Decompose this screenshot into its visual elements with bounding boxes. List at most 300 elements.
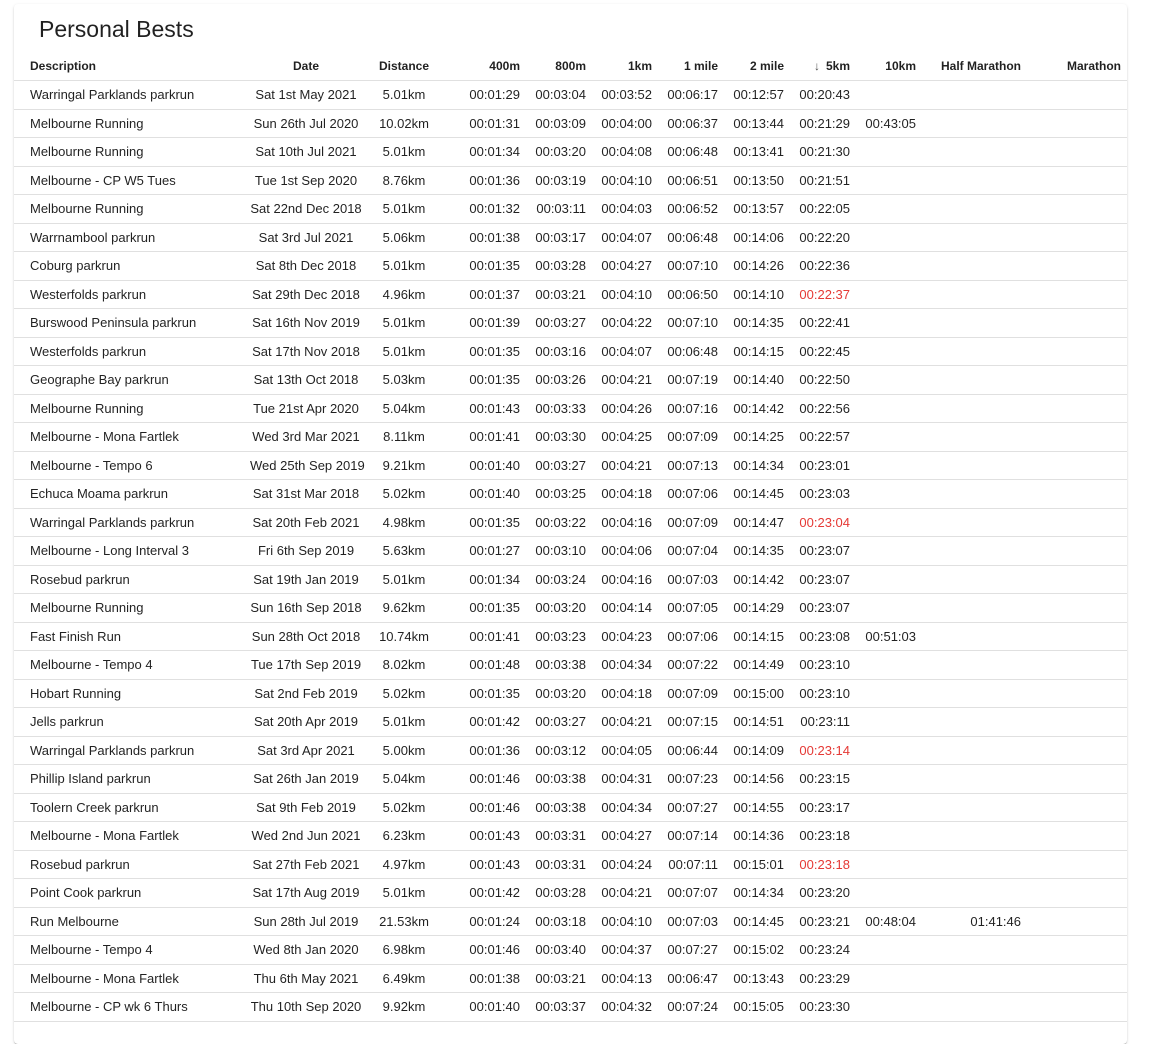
cell-400m: 00:01:42: [440, 708, 526, 737]
cell-date: Wed 2nd Jun 2021: [244, 822, 368, 851]
cell-description: Warringal Parklands parkrun: [14, 736, 244, 765]
cell-1-mile: 00:06:48: [658, 223, 724, 252]
cell-400m: 00:01:29: [440, 81, 526, 110]
cell-marathon: [1027, 109, 1127, 138]
cell-800m: 00:03:38: [526, 651, 592, 680]
cell-date: Sat 10th Jul 2021: [244, 138, 368, 167]
cell-800m: 00:03:04: [526, 81, 592, 110]
table-row[interactable]: [14, 166, 1127, 195]
cell-date: Sat 29th Dec 2018: [244, 280, 368, 309]
table-row[interactable]: [14, 423, 1127, 452]
cell-date: Sat 2nd Feb 2019: [244, 679, 368, 708]
cell-5km: 00:21:51: [790, 166, 856, 195]
cell-description: Rosebud parkrun: [14, 565, 244, 594]
table-row[interactable]: [14, 138, 1127, 167]
cell-400m: 00:01:35: [440, 366, 526, 395]
personal-bests-card: [14, 4, 1127, 1044]
cell-distance: 5.04km: [368, 394, 440, 423]
cell-5km: 00:23:10: [790, 679, 856, 708]
cell-half-marathon: [922, 166, 1027, 195]
table-row[interactable]: [14, 993, 1127, 1022]
cell-5km: 00:23:18: [790, 822, 856, 851]
cell-half-marathon: [922, 337, 1027, 366]
table-row[interactable]: [14, 651, 1127, 680]
cell-1-mile: 00:07:14: [658, 822, 724, 851]
cell-10km: [856, 936, 922, 965]
cell-400m: 00:01:39: [440, 309, 526, 338]
cell-800m: 00:03:27: [526, 309, 592, 338]
table-row[interactable]: [14, 936, 1127, 965]
cell-half-marathon: [922, 138, 1027, 167]
cell-marathon: [1027, 651, 1127, 680]
cell-1km: 00:04:16: [592, 565, 658, 594]
cell-2-mile: 00:14:25: [724, 423, 790, 452]
table-row[interactable]: [14, 366, 1127, 395]
cell-distance: 5.01km: [368, 337, 440, 366]
cell-half-marathon: [922, 252, 1027, 281]
cell-2-mile: 00:13:44: [724, 109, 790, 138]
cell-400m: 00:01:46: [440, 765, 526, 794]
cell-2-mile: 00:12:57: [724, 81, 790, 110]
cell-marathon: [1027, 451, 1127, 480]
cell-800m: 00:03:09: [526, 109, 592, 138]
cell-marathon: [1027, 993, 1127, 1022]
cell-description: Melbourne Running: [14, 138, 244, 167]
cell-description: Westerfolds parkrun: [14, 337, 244, 366]
cell-2-mile: 00:14:42: [724, 394, 790, 423]
cell-1km: 00:04:07: [592, 337, 658, 366]
cell-date: Sat 20th Apr 2019: [244, 708, 368, 737]
cell-date: Sun 28th Jul 2019: [244, 907, 368, 936]
cell-half-marathon: [922, 651, 1027, 680]
cell-1-mile: 00:06:17: [658, 81, 724, 110]
cell-distance: 4.98km: [368, 508, 440, 537]
cell-half-marathon: [922, 537, 1027, 566]
cell-5km: 00:23:21: [790, 907, 856, 936]
cell-400m: 00:01:35: [440, 594, 526, 623]
cell-date: Wed 25th Sep 2019: [244, 451, 368, 480]
cell-800m: 00:03:20: [526, 138, 592, 167]
cell-marathon: [1027, 252, 1127, 281]
cell-date: Thu 10th Sep 2020: [244, 993, 368, 1022]
cell-5km: 00:22:36: [790, 252, 856, 281]
cell-2-mile: 00:13:57: [724, 195, 790, 224]
cell-marathon: [1027, 936, 1127, 965]
table-row[interactable]: [14, 508, 1127, 537]
cell-800m: 00:03:11: [526, 195, 592, 224]
cell-10km: [856, 451, 922, 480]
cell-description: Melbourne Running: [14, 109, 244, 138]
cell-1km: 00:04:14: [592, 594, 658, 623]
cell-400m: 00:01:42: [440, 879, 526, 908]
cell-5km: 00:23:14: [790, 736, 856, 765]
cell-5km: 00:23:07: [790, 565, 856, 594]
cell-description: Melbourne - Tempo 6: [14, 451, 244, 480]
cell-description: Melbourne - Tempo 4: [14, 651, 244, 680]
table-row[interactable]: [14, 594, 1127, 623]
cell-800m: 00:03:17: [526, 223, 592, 252]
cell-marathon: [1027, 138, 1127, 167]
table-row[interactable]: [14, 337, 1127, 366]
cell-marathon: [1027, 366, 1127, 395]
cell-half-marathon: [922, 109, 1027, 138]
cell-1km: 00:04:00: [592, 109, 658, 138]
cell-1-mile: 00:07:06: [658, 480, 724, 509]
cell-distance: 8.02km: [368, 651, 440, 680]
table-row[interactable]: [14, 907, 1127, 936]
cell-5km: 00:23:10: [790, 651, 856, 680]
cell-2-mile: 00:14:42: [724, 565, 790, 594]
cell-2-mile: 00:14:34: [724, 879, 790, 908]
cell-half-marathon: [922, 879, 1027, 908]
cell-10km: [856, 309, 922, 338]
cell-date: Wed 8th Jan 2020: [244, 936, 368, 965]
cell-800m: 00:03:37: [526, 993, 592, 1022]
cell-800m: 00:03:23: [526, 622, 592, 651]
table-row[interactable]: [14, 223, 1127, 252]
cell-distance: 9.92km: [368, 993, 440, 1022]
cell-date: Sat 27th Feb 2021: [244, 850, 368, 879]
cell-marathon: [1027, 195, 1127, 224]
cell-date: Sun 28th Oct 2018: [244, 622, 368, 651]
cell-date: Fri 6th Sep 2019: [244, 537, 368, 566]
arrow-down-icon: ↓: [813, 59, 820, 73]
cell-400m: 00:01:40: [440, 993, 526, 1022]
card-title: Personal Bests: [39, 16, 194, 42]
cell-10km: [856, 594, 922, 623]
cell-10km: [856, 993, 922, 1022]
table-row[interactable]: [14, 252, 1127, 281]
cell-400m: 00:01:37: [440, 280, 526, 309]
cell-date: Sat 17th Nov 2018: [244, 337, 368, 366]
column-header-half-marathon[interactable]: Half Marathon: [922, 52, 1027, 81]
cell-half-marathon: [922, 195, 1027, 224]
cell-description: Melbourne - CP W5 Tues: [14, 166, 244, 195]
cell-400m: 00:01:38: [440, 964, 526, 993]
cell-10km: [856, 394, 922, 423]
cell-10km: [856, 964, 922, 993]
cell-1-mile: 00:07:16: [658, 394, 724, 423]
cell-2-mile: 00:14:45: [724, 480, 790, 509]
cell-date: Sat 31st Mar 2018: [244, 480, 368, 509]
table-row[interactable]: [14, 394, 1127, 423]
cell-800m: 00:03:21: [526, 964, 592, 993]
cell-1km: 00:04:18: [592, 480, 658, 509]
cell-1-mile: 00:07:22: [658, 651, 724, 680]
table-row[interactable]: [14, 309, 1127, 338]
cell-description: Run Melbourne: [14, 907, 244, 936]
cell-800m: 00:03:33: [526, 394, 592, 423]
cell-date: Sat 22nd Dec 2018: [244, 195, 368, 224]
cell-2-mile: 00:14:55: [724, 793, 790, 822]
cell-5km: 00:23:01: [790, 451, 856, 480]
cell-1km: 00:04:10: [592, 907, 658, 936]
cell-10km: [856, 879, 922, 908]
cell-marathon: [1027, 394, 1127, 423]
column-header-date[interactable]: Date: [244, 52, 368, 81]
cell-2-mile: 00:14:34: [724, 451, 790, 480]
cell-1-mile: 00:07:23: [658, 765, 724, 794]
cell-distance: 5.02km: [368, 793, 440, 822]
cell-10km: 00:48:04: [856, 907, 922, 936]
cell-1km: 00:04:10: [592, 280, 658, 309]
cell-1km: 00:04:37: [592, 936, 658, 965]
table-row[interactable]: [14, 879, 1127, 908]
cell-1-mile: 00:07:06: [658, 622, 724, 651]
cell-2-mile: 00:14:29: [724, 594, 790, 623]
cell-marathon: [1027, 166, 1127, 195]
cell-1km: 00:04:21: [592, 366, 658, 395]
cell-distance: 8.76km: [368, 166, 440, 195]
cell-800m: 00:03:38: [526, 765, 592, 794]
table-row[interactable]: [14, 451, 1127, 480]
cell-2-mile: 00:13:43: [724, 964, 790, 993]
cell-10km: [856, 850, 922, 879]
cell-5km: 00:22:57: [790, 423, 856, 452]
cell-800m: 00:03:28: [526, 879, 592, 908]
cell-1km: 00:04:05: [592, 736, 658, 765]
column-header-distance[interactable]: Distance: [368, 52, 440, 81]
cell-date: Sat 26th Jan 2019: [244, 765, 368, 794]
cell-5km: 00:23:29: [790, 964, 856, 993]
column-header-400m[interactable]: 400m: [440, 52, 526, 81]
cell-date: Sat 17th Aug 2019: [244, 879, 368, 908]
cell-2-mile: 00:15:02: [724, 936, 790, 965]
table-row[interactable]: [14, 736, 1127, 765]
cell-distance: 9.21km: [368, 451, 440, 480]
cell-date: Sat 8th Dec 2018: [244, 252, 368, 281]
cell-distance: 5.01km: [368, 565, 440, 594]
cell-marathon: [1027, 708, 1127, 737]
cell-10km: [856, 651, 922, 680]
cell-description: Warringal Parklands parkrun: [14, 81, 244, 110]
cell-1km: 00:04:21: [592, 451, 658, 480]
cell-1km: 00:04:24: [592, 850, 658, 879]
table-row[interactable]: [14, 280, 1127, 309]
cell-distance: 21.53km: [368, 907, 440, 936]
cell-1-mile: 00:06:50: [658, 280, 724, 309]
cell-2-mile: 00:14:15: [724, 337, 790, 366]
cell-distance: 5.04km: [368, 765, 440, 794]
cell-2-mile: 00:13:50: [724, 166, 790, 195]
table-row[interactable]: [14, 537, 1127, 566]
table-row[interactable]: [14, 565, 1127, 594]
cell-half-marathon: [922, 480, 1027, 509]
cell-400m: 00:01:24: [440, 907, 526, 936]
cell-description: Melbourne - CP wk 6 Thurs: [14, 993, 244, 1022]
cell-1-mile: 00:06:47: [658, 964, 724, 993]
cell-description: Warrnambool parkrun: [14, 223, 244, 252]
cell-distance: 5.01km: [368, 708, 440, 737]
table-row[interactable]: [14, 195, 1127, 224]
column-header-10km[interactable]: 10km: [856, 52, 922, 81]
cell-half-marathon: [922, 765, 1027, 794]
cell-2-mile: 00:14:51: [724, 708, 790, 737]
cell-10km: [856, 337, 922, 366]
cell-marathon: [1027, 765, 1127, 794]
cell-5km: 00:23:24: [790, 936, 856, 965]
cell-date: Wed 3rd Mar 2021: [244, 423, 368, 452]
cell-half-marathon: [922, 565, 1027, 594]
cell-half-marathon: [922, 679, 1027, 708]
cell-400m: 00:01:31: [440, 109, 526, 138]
cell-half-marathon: [922, 394, 1027, 423]
cell-distance: 5.01km: [368, 252, 440, 281]
cell-800m: 00:03:27: [526, 451, 592, 480]
cell-1km: 00:04:13: [592, 964, 658, 993]
cell-400m: 00:01:35: [440, 679, 526, 708]
cell-400m: 00:01:27: [440, 537, 526, 566]
table-row[interactable]: [14, 81, 1127, 110]
cell-distance: 4.96km: [368, 280, 440, 309]
cell-distance: 5.03km: [368, 366, 440, 395]
cell-distance: 9.62km: [368, 594, 440, 623]
cell-5km: 00:23:20: [790, 879, 856, 908]
cell-description: Hobart Running: [14, 679, 244, 708]
cell-distance: 5.06km: [368, 223, 440, 252]
cell-800m: 00:03:28: [526, 252, 592, 281]
table-row[interactable]: [14, 765, 1127, 794]
cell-5km: 00:23:08: [790, 622, 856, 651]
cell-marathon: [1027, 964, 1127, 993]
table-row[interactable]: [14, 480, 1127, 509]
cell-10km: [856, 765, 922, 794]
cell-distance: 10.74km: [368, 622, 440, 651]
table-row[interactable]: [14, 708, 1127, 737]
cell-marathon: [1027, 736, 1127, 765]
cell-description: Point Cook parkrun: [14, 879, 244, 908]
cell-5km: 00:22:20: [790, 223, 856, 252]
cell-date: Sat 9th Feb 2019: [244, 793, 368, 822]
cell-2-mile: 00:14:40: [724, 366, 790, 395]
table-body: [14, 81, 1127, 1022]
cell-400m: 00:01:43: [440, 850, 526, 879]
column-header-marathon[interactable]: Marathon: [1027, 52, 1127, 81]
cell-2-mile: 00:14:47: [724, 508, 790, 537]
cell-1km: 00:04:18: [592, 679, 658, 708]
cell-marathon: [1027, 337, 1127, 366]
cell-1-mile: 00:06:37: [658, 109, 724, 138]
column-header-2-mile[interactable]: 2 mile: [724, 52, 790, 81]
cell-description: Fast Finish Run: [14, 622, 244, 651]
cell-date: Sat 20th Feb 2021: [244, 508, 368, 537]
cell-1-mile: 00:07:10: [658, 309, 724, 338]
table-row[interactable]: [14, 109, 1127, 138]
cell-2-mile: 00:14:10: [724, 280, 790, 309]
cell-description: Echuca Moama parkrun: [14, 480, 244, 509]
cell-distance: 5.01km: [368, 195, 440, 224]
cell-400m: 00:01:35: [440, 508, 526, 537]
cell-marathon: [1027, 280, 1127, 309]
cell-description: Toolern Creek parkrun: [14, 793, 244, 822]
cell-1-mile: 00:06:48: [658, 337, 724, 366]
cell-marathon: [1027, 793, 1127, 822]
table-header-row: [14, 52, 1127, 81]
cell-description: Melbourne - Long Interval 3: [14, 537, 244, 566]
cell-date: Sun 16th Sep 2018: [244, 594, 368, 623]
cell-description: Geographe Bay parkrun: [14, 366, 244, 395]
cell-1km: 00:04:34: [592, 793, 658, 822]
cell-400m: 00:01:43: [440, 394, 526, 423]
cell-400m: 00:01:43: [440, 822, 526, 851]
cell-10km: [856, 195, 922, 224]
cell-half-marathon: [922, 423, 1027, 452]
column-header-1-mile[interactable]: 1 mile: [658, 52, 724, 81]
cell-distance: 5.01km: [368, 138, 440, 167]
cell-400m: 00:01:41: [440, 423, 526, 452]
cell-2-mile: 00:14:26: [724, 252, 790, 281]
table-row[interactable]: [14, 964, 1127, 993]
cell-2-mile: 00:13:41: [724, 138, 790, 167]
cell-5km: 00:22:05: [790, 195, 856, 224]
cell-date: Sat 16th Nov 2019: [244, 309, 368, 338]
cell-date: Sat 1st May 2021: [244, 81, 368, 110]
cell-800m: 00:03:19: [526, 166, 592, 195]
cell-800m: 00:03:25: [526, 480, 592, 509]
cell-description: Coburg parkrun: [14, 252, 244, 281]
cell-5km: 00:23:07: [790, 594, 856, 623]
cell-400m: 00:01:48: [440, 651, 526, 680]
cell-10km: [856, 81, 922, 110]
cell-2-mile: 00:14:45: [724, 907, 790, 936]
column-header-5km[interactable]: [790, 52, 856, 81]
table-row[interactable]: [14, 793, 1127, 822]
cell-marathon: [1027, 622, 1127, 651]
column-header-1km[interactable]: 1km: [592, 52, 658, 81]
column-header-5km-label: 5km: [825, 59, 850, 73]
cell-10km: [856, 508, 922, 537]
column-header-800m[interactable]: 800m: [526, 52, 592, 81]
cell-marathon: [1027, 822, 1127, 851]
cell-marathon: [1027, 223, 1127, 252]
table-row[interactable]: [14, 622, 1127, 651]
personal-bests-table: [14, 52, 1127, 1022]
cell-date: Tue 1st Sep 2020: [244, 166, 368, 195]
cell-5km: 00:22:56: [790, 394, 856, 423]
cell-1km: 00:04:27: [592, 822, 658, 851]
cell-2-mile: 00:14:15: [724, 622, 790, 651]
column-header-description[interactable]: Description: [14, 52, 244, 81]
cell-distance: 6.98km: [368, 936, 440, 965]
table-row[interactable]: [14, 850, 1127, 879]
cell-description: Rosebud parkrun: [14, 850, 244, 879]
cell-half-marathon: [922, 594, 1027, 623]
cell-10km: [856, 565, 922, 594]
cell-description: Melbourne Running: [14, 195, 244, 224]
cell-half-marathon: [922, 508, 1027, 537]
cell-half-marathon: [922, 964, 1027, 993]
cell-1-mile: 00:07:04: [658, 537, 724, 566]
cell-800m: 00:03:20: [526, 594, 592, 623]
cell-1-mile: 00:06:51: [658, 166, 724, 195]
cell-half-marathon: [922, 309, 1027, 338]
cell-800m: 00:03:22: [526, 508, 592, 537]
table-row[interactable]: [14, 822, 1127, 851]
cell-400m: 00:01:34: [440, 138, 526, 167]
cell-2-mile: 00:14:35: [724, 537, 790, 566]
cell-2-mile: 00:14:06: [724, 223, 790, 252]
cell-1km: 00:04:26: [592, 394, 658, 423]
cell-10km: [856, 423, 922, 452]
cell-1km: 00:04:10: [592, 166, 658, 195]
cell-half-marathon: 01:41:46: [922, 907, 1027, 936]
table-row[interactable]: [14, 679, 1127, 708]
cell-1-mile: 00:07:09: [658, 508, 724, 537]
cell-2-mile: 00:14:56: [724, 765, 790, 794]
cell-10km: [856, 537, 922, 566]
cell-half-marathon: [922, 451, 1027, 480]
cell-10km: [856, 166, 922, 195]
